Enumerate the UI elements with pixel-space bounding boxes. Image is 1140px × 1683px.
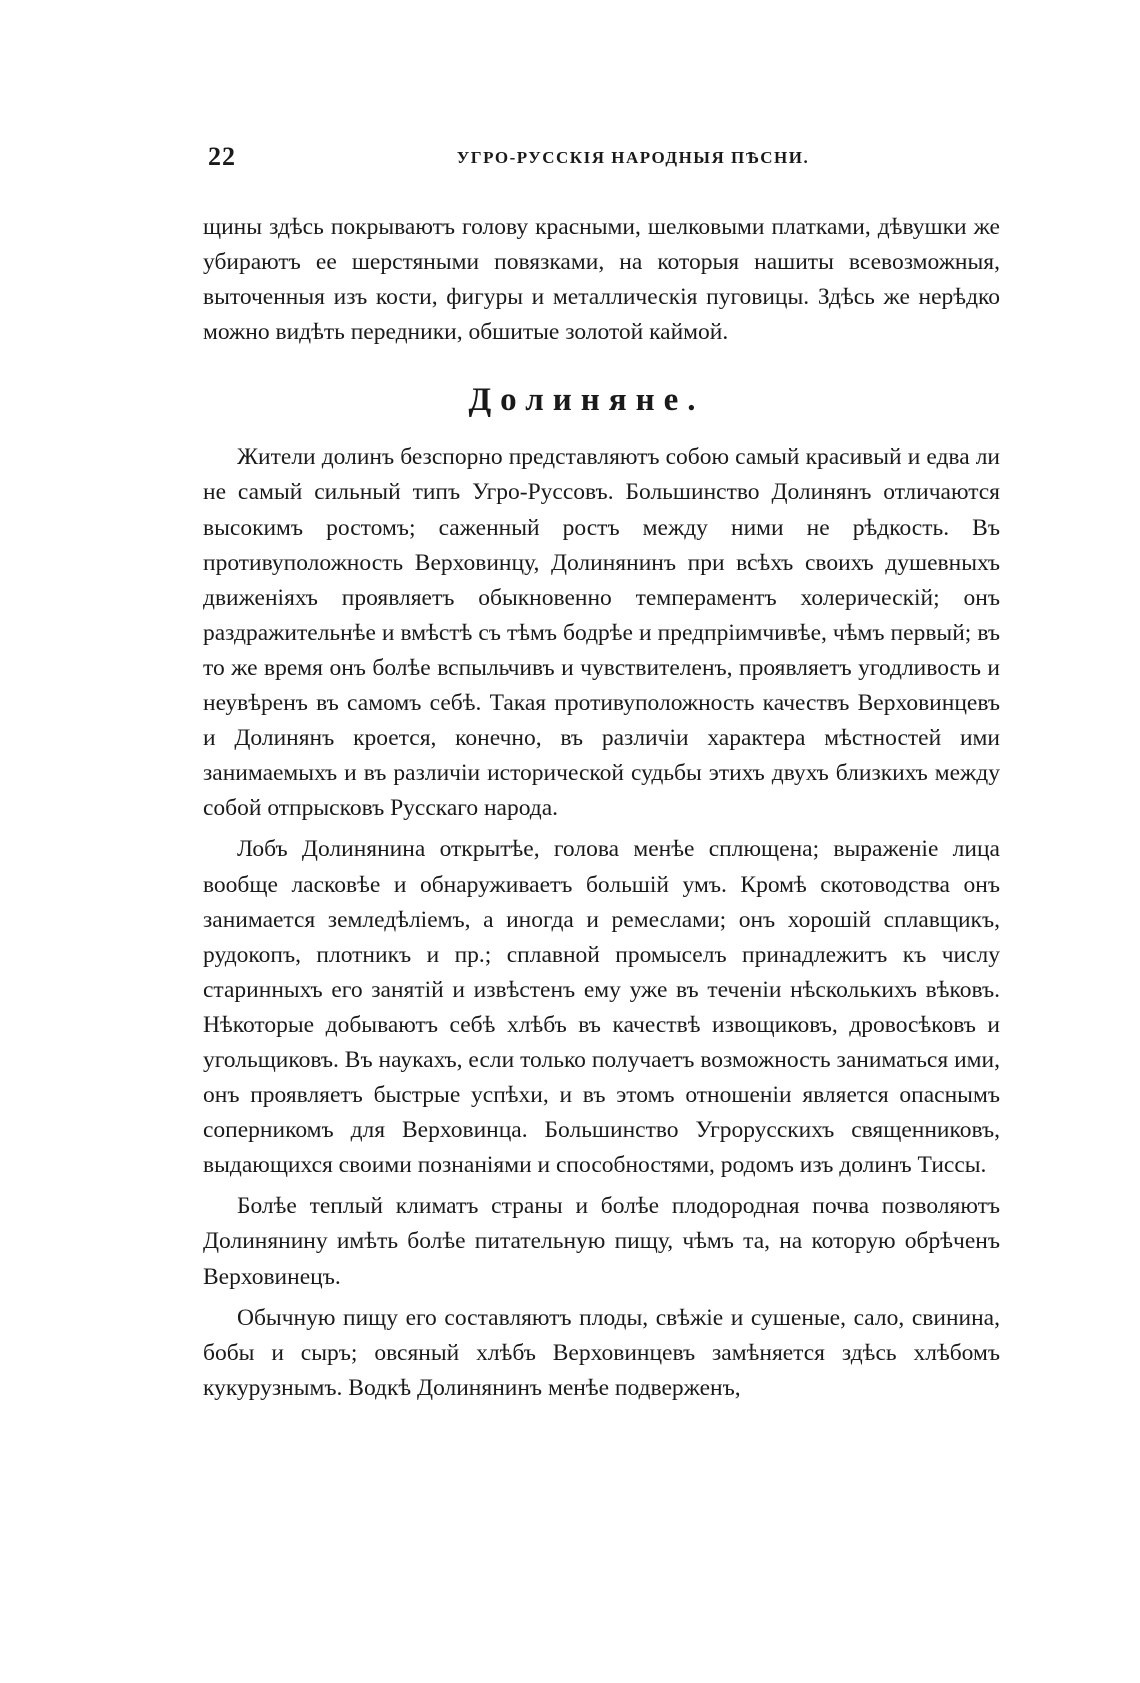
paragraph: Лобъ Долинянина открытѣе, голова менѣе сплющена; выраженіе лица вообще ласковѣе и обнаруживаетъ большій умъ. Кромѣ скотоводства онъ занимается земледѣліемъ, а иногда и ремеслами; онъ хорошій сплавщикъ, рудокопъ, плотникъ и пр.; сплавной промыселъ принадлежитъ къ числу старинныхъ его занятій и извѣстенъ ему уже въ теченіи нѣсколькихъ вѣковъ. Нѣкоторые добываютъ себѣ хлѣбъ въ качествѣ извощиковъ, дровосѣковъ и угольщиковъ. Въ наукахъ, если только получаетъ возможность заниматься ими, онъ проявляетъ быстрые успѣхи, и въ этомъ отношеніи является опаснымъ соперникомъ для Верховинца. Большинство Угрорусскихъ священниковъ, выдающихся своими познаніями и способностями, родомъ изъ долинъ Тиссы. <box>203 836 1000 1179</box>
running-title: УГРО-РУССКІЯ НАРОДНЫЯ ПѢСНИ. <box>456 148 810 167</box>
page-number: 22 <box>208 142 236 171</box>
paragraph: Жители долинъ безспорно представляютъ собою самый красивый и едва ли не самый сильный типъ Угро-Руссовъ. Большинство Долинянъ отличаются высокимъ ростомъ; саженный ростъ между ними не рѣдкость. Въ противуположность Верховинцу, Долинянинъ при всѣхъ своихъ душевныхъ движеніяхъ проявляетъ обыкновенно темпераментъ холерическій; онъ раздражительнѣе и вмѣстѣ съ тѣмъ бодрѣе и предпріимчивѣе, чѣмъ первый; въ то же время онъ болѣе вспыльчивъ и чувствителенъ, проявляетъ угодливость и неувѣренъ въ самомъ себѣ. Такая противуположность качествъ Верховинцевъ и Долинянъ кроется, конечно, въ различіи характера мѣстностей ими занимаемыхъ и въ различіи исторической судьбы этихъ двухъ близкихъ между собой отпрысковъ Русскаго народа. <box>203 444 1000 822</box>
paragraph: Болѣе теплый климатъ страны и болѣе плодородная почва позволяютъ Долинянину имѣть болѣе питательную пищу, чѣмъ та, на которую обрѣченъ Верховинецъ. <box>203 1193 1000 1290</box>
paragraph: Обычную пищу его составляютъ плоды, свѣжіе и сушеные, сало, свинина, бобы и сыръ; овсяный хлѣбъ Верховинцевъ замѣняется здѣсь хлѣбомъ кукурузнымъ. Водкѣ Долинянинъ менѣе подверженъ, <box>203 1304 1000 1401</box>
page-body <box>203 210 1000 1406</box>
opening-paragraph: щины здѣсь покрываютъ голову красными, шелковыми платками, дѣвушки же убираютъ ее шерстяными повязками, на которыя нашиты всевозможныя, выточенныя изъ кости, фигуры и металлическія пуговицы. Здѣсь же нерѣдко можно видѣть передники, обшитые золотой каймой. <box>203 214 1000 346</box>
section-heading: Долиняне. <box>468 382 705 419</box>
page-header <box>208 142 998 176</box>
